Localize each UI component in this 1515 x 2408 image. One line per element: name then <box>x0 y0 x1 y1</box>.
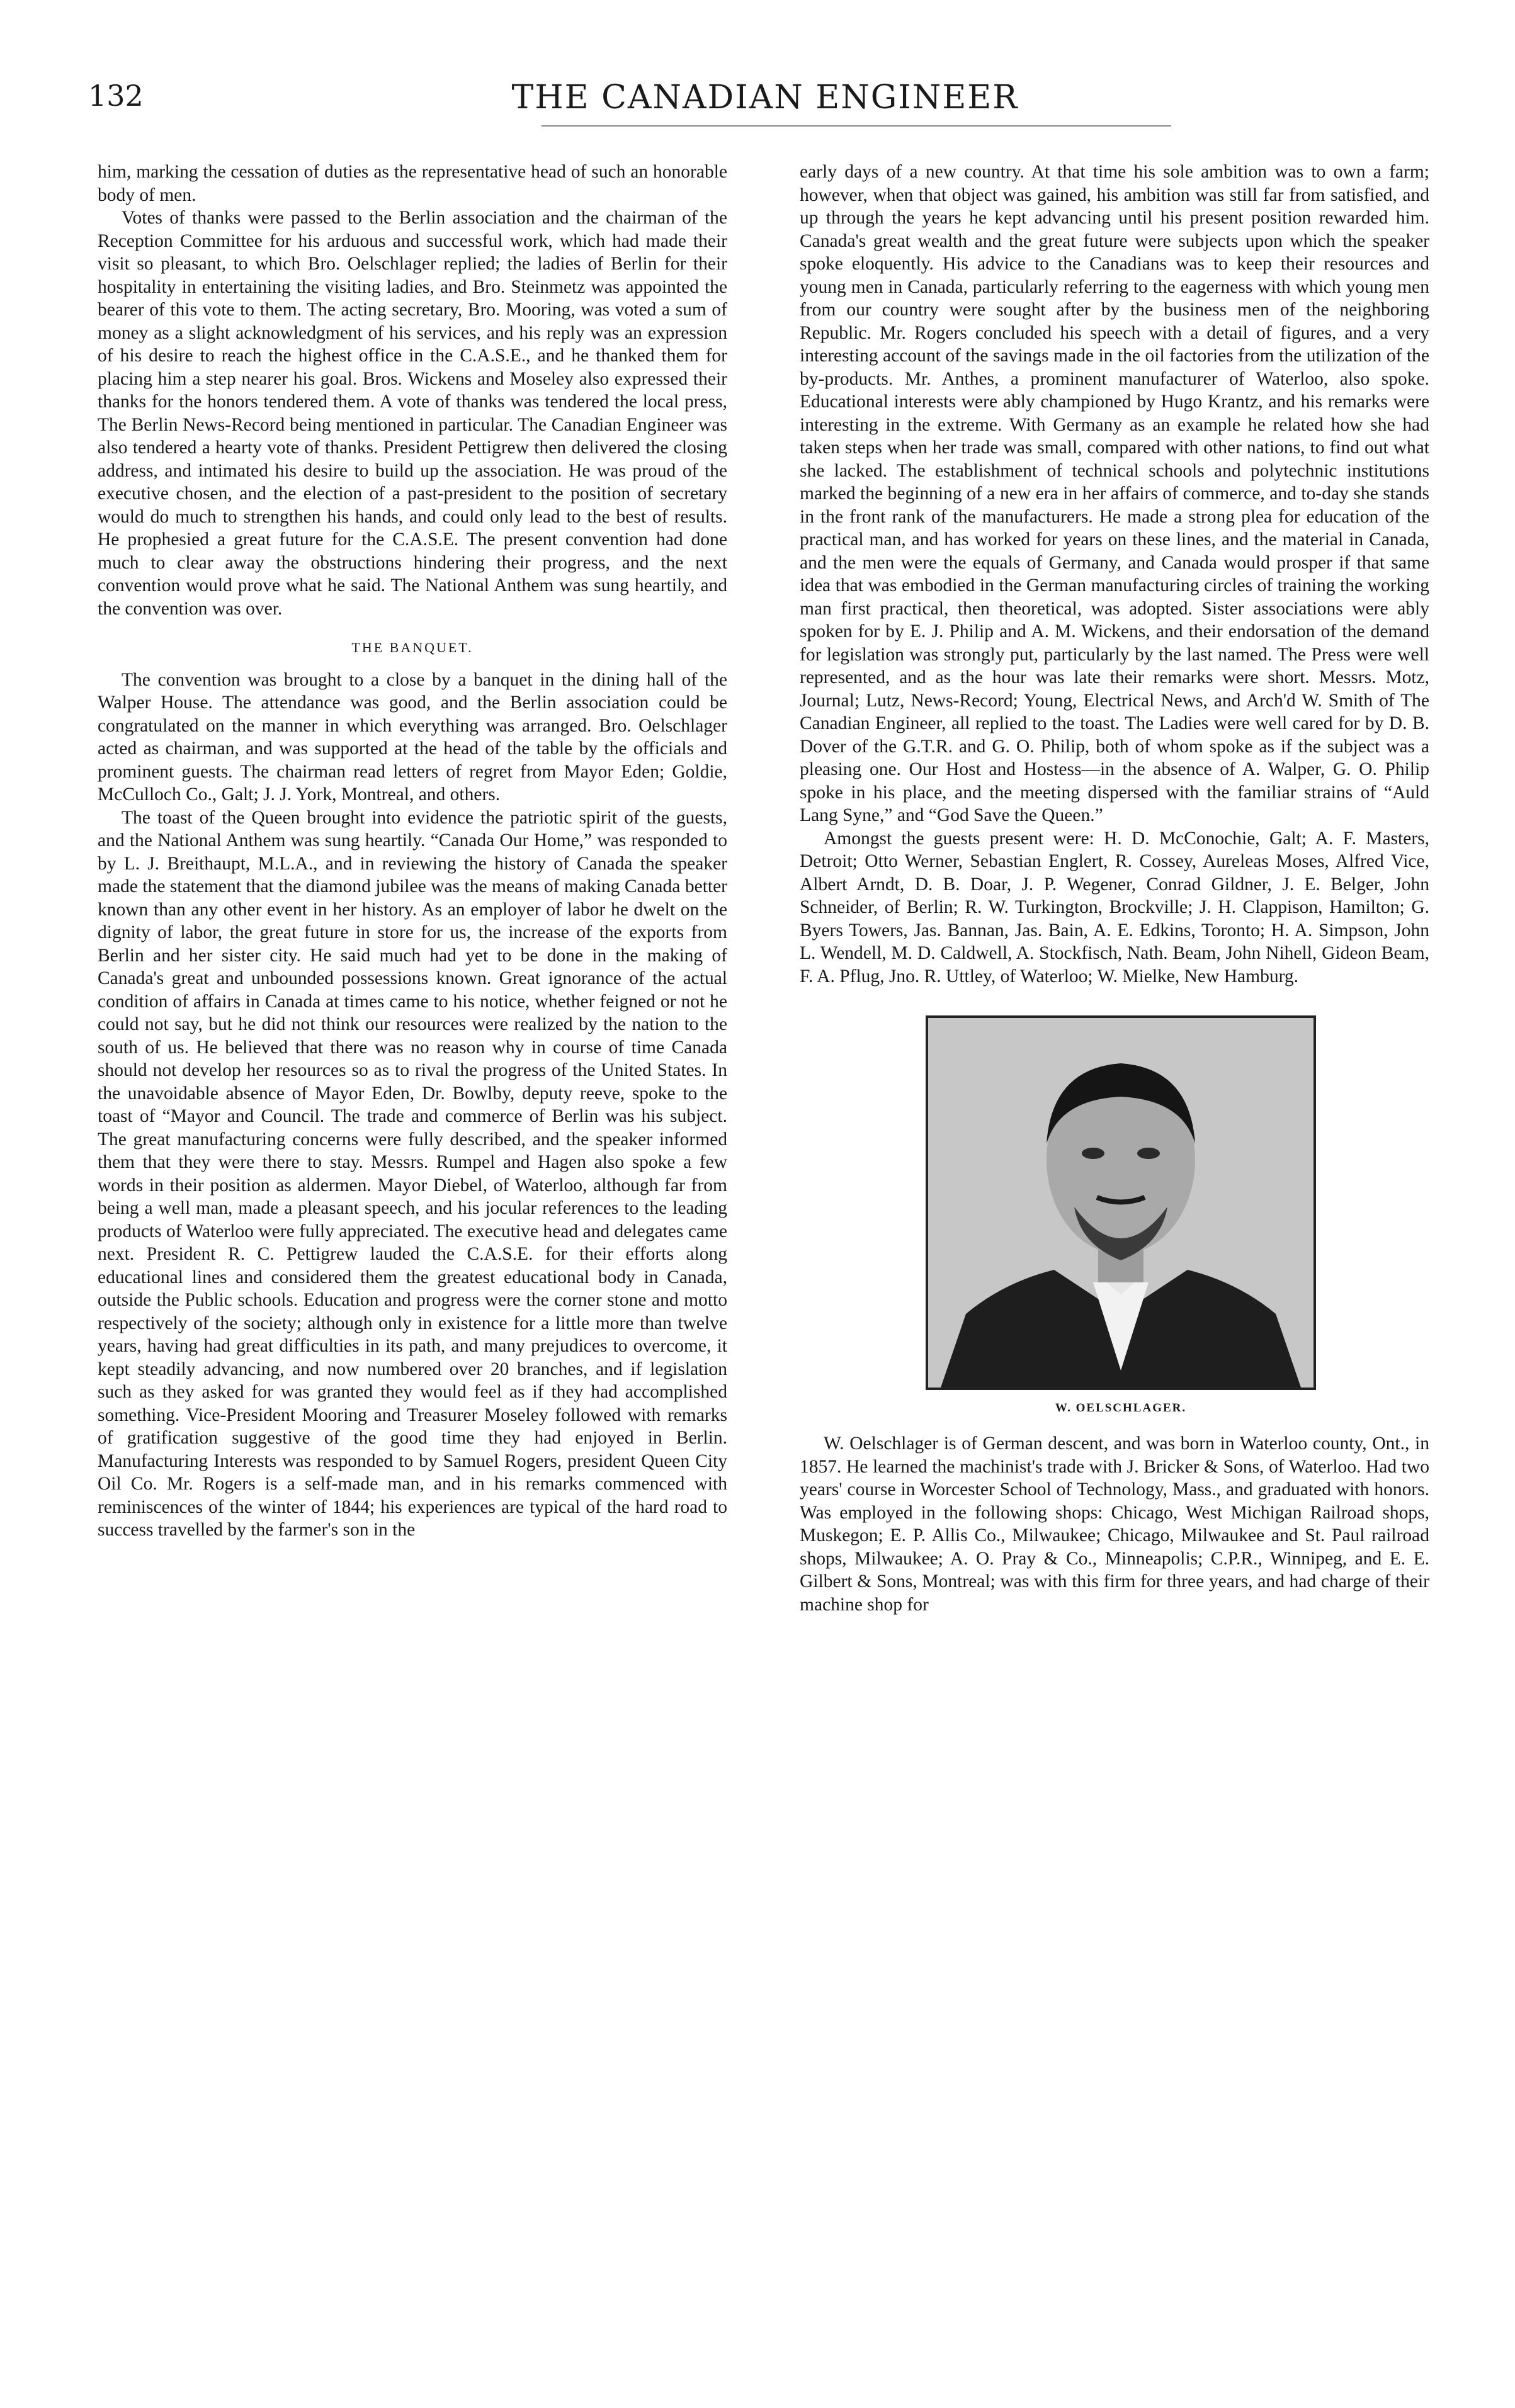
portrait-image <box>926 1015 1316 1390</box>
section-heading: THE BANQUET. <box>351 640 474 655</box>
paragraph: Amongst the guests present were: H. D. McConochie, Galt; A. F. Masters, Detroit; Otto Werner, Sebastian Englert, R. Cossey, Aureleas Moses, Alfred Vice, Albert Arndt, D. B. Doar, J. P. Wegener, Conrad Gildner, J. E. Belger, John Schneider, of Berlin; R. W. Turkington, Brockville; J. H. Clappison, Hamilton; G. Byers Towers, Jas. Bannan, Jas. Bain, A. E. Edkins, Toronto; H. A. Simpson, John L. Wendell, M. D. Caldwell, A. Stockfisch, Nath. Beam, John Nihell, Gideon Beam, F. A. Pflug, Jno. R. Uttley, of Waterloo; W. Mielke, New Hamburg. <box>800 828 1429 986</box>
paragraph: him, marking the cessation of duties as the representative head of such an honorable body of men. <box>98 162 727 205</box>
portrait-caption: W. OELSCHLAGER. <box>1055 1401 1187 1415</box>
right-column <box>800 161 1429 1616</box>
paragraph: W. Oelschlager is of German descent, and was born in Waterloo county, Ont., in 1857. He learned the machinist's trade with J. Bricker & Sons, of Waterloo. Had two years' course in Worcester School of Technology, Mass., and graduated with honors. Was employed in the following shops: Chicago, West Michigan Railroad shops, Muskegon; E. P. Allis Co., Milwaukee; Chicago, Milwaukee and St. Paul railroad shops, Milwaukee; A. O. Pray & Co., Minneapolis; C.P.R., Winnipeg, and E. E. Gilbert & Sons, Montreal; was with this firm for three years, and had charge of their machine shop for <box>800 1433 1429 1615</box>
paragraph: Votes of thanks were passed to the Berlin association and the chairman of the Reception Committee for his arduous and successful work, which had made their visit so pleasant, to which Bro. Oelschlager replied; the ladies of Berlin for their hospitality in entertaining the visiting ladies, and Bro. Steinmetz was appointed the bearer of this vote to them. The acting secretary, Bro. Mooring, was voted a sum of money as a slight acknowledgment of his services, and his reply was an expression of his desire to reach the highest office in the C.A.S.E., and he thanked them for placing him a step nearer his goal. Bros. Wickens and Moseley also expressed their thanks for the honors tendered them. A vote of thanks was tendered the local press, The Berlin News-Record being mentioned in particular. The Canadian Engineer was also tendered a hearty vote of thanks. President Pettigrew then delivered the closing address, and intimated his desire to build up the association. He was proud of the executive chosen, and the election of a past-president to the position of secretary would do much to strengthen his hands, and could only lead to the best of results. He prophesied a great future for the C.A.S.E. The present convention had done much to clear away the obstructions hindering their progress, and the next convention would prove what he said. The National Anthem was sung heartily, and the convention was over. <box>98 208 727 619</box>
paragraph: early days of a new country. At that time his sole ambition was to own a farm; however, when that object was gained, his ambition was still far from satisfied, and up through the years he kept advancing until his present position rewarded him. Canada's great wealth and the great future were subjects upon which the speaker spoke eloquently. His advice to the Canadians was to keep their resources and young men in Canada, particularly referring to the eagerness with which young men from our country were sought after by the business men of the neighboring Republic. Mr. Rogers concluded his speech with a detail of figures, and a very interesting account of the savings made in the oil factories from the utilization of the by-products. Mr. Anthes, a prominent manufacturer of Waterloo, also spoke. Educational interests were ably championed by Hugo Krantz, and his remarks were interesting in the extreme. With Germany as an example he related how she had taken steps when her trade was small, compared with other nations, to find out what she lacked. The establishment of technical schools and polytechnic institutions marked the beginning of a new era in her affairs of commerce, and to-day she stands in the front rank of the manufacturers. He made a strong plea for education of the practical man, and has worked for years on these lines, and the material in Canada, and the men were the equals of Germany, and Canada would prosper if that same idea that was embodied in the German manufacturing circles of training the working man first practical, then theoretical, was adopted. Sister associations were ably spoken for by E. J. Philip and A. M. Wickens, and their endorsation of the demand for legislation was strongly put, particularly by the last named. The Press were well represented, and as the hour was late their remarks were short. Messrs. Motz, Journal; Lutz, News-Record; Young, Electrical News, and Arch'd W. Smith of The Canadian Engineer, all replied to the toast. The Ladies were well cared for by D. B. Dover of the G.T.R. and G. O. Philip, both of whom spoke as if the subject was a pleasing one. Our Host and Hostess—in the absence of A. Walper, G. O. Philip spoke in his place, and the meeting dispersed with the familiar strains of “Auld Lang Syne,” and “God Save the Queen.” <box>800 162 1429 825</box>
portrait-illustration <box>928 1018 1314 1388</box>
header-rule <box>542 125 1171 127</box>
page-number: 132 <box>88 79 144 113</box>
publication-title: THE CANADIAN ENGINEER <box>511 79 1019 116</box>
paragraph: The toast of the Queen brought into evidence the patriotic spirit of the guests, and the National Anthem was sung heartily. “Canada Our Home,” was responded to by L. J. Breithaupt, M.L.A., and in reviewing the history of Canada the speaker made the statement that the diamond jubilee was the means of making Canada better known than any other event in her history. As an employer of labor he dwelt on the dignity of labor, the great future in store for us, the increase of the exports from Berlin and her sister city. He said much had yet to be done in the making of Canada's great and unbounded possessions known. Great ignorance of the actual condition of affairs in Canada at times came to his notice, whether feigned or not he could not say, but he did not think our resources were realized by the nation to the south of us. He believed that there was no reason why in course of time Canada should not develop her resources so as to rival the progress of the United States. In the unavoidable absence of Mayor Eden, Dr. Bowlby, deputy reeve, spoke to the toast of “Mayor and Council. The trade and commerce of Berlin was his subject. The great manufacturing concerns were fully described, and the speaker informed them that they were there to stay. Messrs. Rumpel and Hagen also spoke a few words in their position as aldermen. Mayor Diebel, of Waterloo, although far from being a well man, made a pleasant speech, and his jocular references to the leading products of Waterloo were fully appreciated. The executive head and delegates came next. President R. C. Pettigrew lauded the C.A.S.E. for their efforts along educational lines and considered them the greatest educational body in Canada, outside the Public schools. Education and progress were the corner stone and motto respectively of the society; although only in existence for a little more than twelve years, having had great difficulties in its path, and many prejudices to overcome, it kept steadily advancing, and now numbered over 20 branches, and if legislation such as they asked for was granted they would feel as if they had accomplished something. Vice-President Mooring and Treasurer Moseley followed with remarks of gratification suggestive of the good time they had enjoyed in Berlin. Manufacturing Interests was responded to by Samuel Rogers, president Queen City Oil Co. Mr. Rogers is a self-made man, and in his remarks commenced with reminiscences of the winter of 1844; his experiences are typical of the hard road to success travelled by the farmer's son in the <box>98 807 727 1540</box>
portrait-figure <box>926 1015 1316 1418</box>
paragraph: The convention was brought to a close by a banquet in the dining hall of the Walper House. The attendance was good, and the Berlin association could be congratulated on the manner in which everything was arranged. Bro. Oelschlager acted as chairman, and was supported at the head of the table by the officials and prominent guests. The chairman read letters of regret from Mayor Eden; Goldie, McCulloch Co., Galt; J. J. York, Montreal, and others. <box>98 669 727 805</box>
left-column <box>98 161 727 1542</box>
page-header <box>88 79 1442 129</box>
